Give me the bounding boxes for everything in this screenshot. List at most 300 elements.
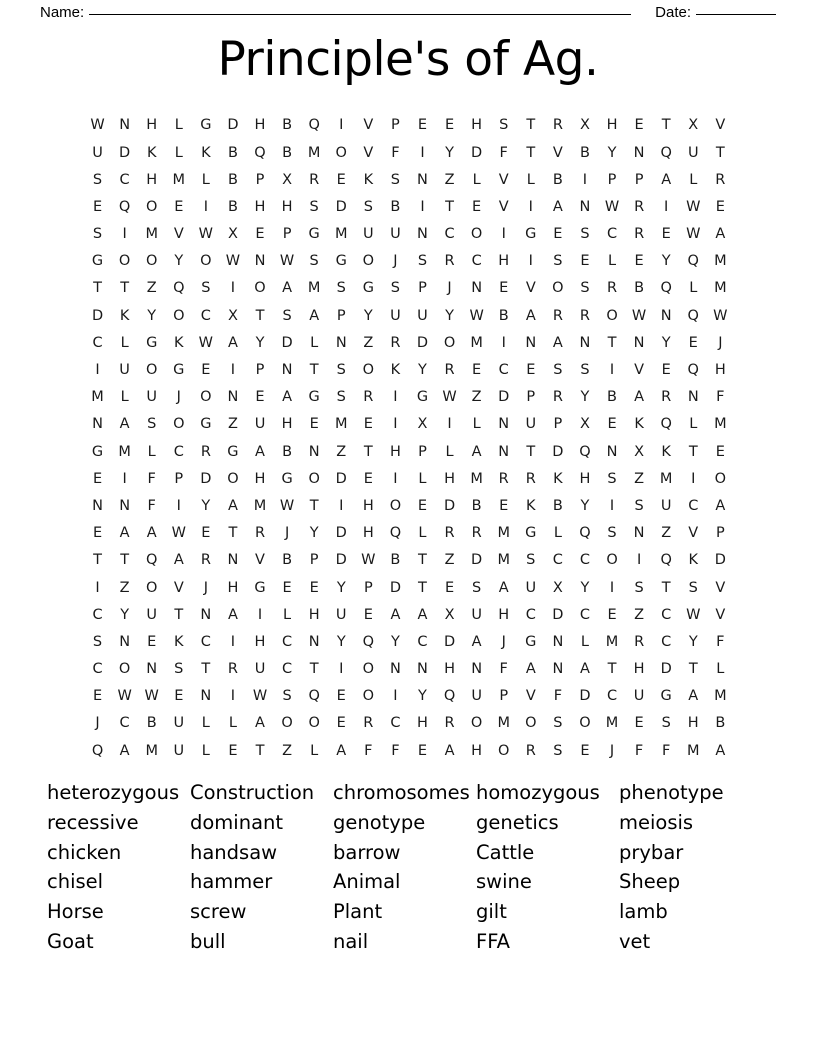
grid-cell[interactable]: U (173, 715, 185, 732)
grid-cell[interactable]: R (200, 552, 211, 569)
grid-cell[interactable]: N (417, 226, 428, 243)
grid-cell[interactable]: P (336, 307, 346, 324)
grid-cell[interactable]: X (227, 226, 238, 243)
grid-cell[interactable]: H (281, 198, 293, 215)
grid-cell[interactable]: P (418, 443, 427, 460)
grid-cell[interactable]: N (119, 117, 131, 134)
grid-cell[interactable]: Y (607, 144, 617, 161)
grid-cell[interactable]: S (499, 117, 509, 134)
grid-cell[interactable]: H (254, 117, 266, 134)
grid-cell[interactable]: D (227, 117, 239, 134)
grid-cell[interactable]: C (606, 688, 618, 705)
grid-cell[interactable]: A (715, 226, 726, 243)
grid-cell[interactable]: M (470, 334, 483, 351)
grid-cell[interactable]: A (661, 171, 672, 188)
grid-cell[interactable]: G (200, 416, 212, 433)
grid-cell[interactable]: A (146, 525, 157, 542)
grid-cell[interactable]: K (553, 470, 563, 487)
grid-cell[interactable]: P (634, 171, 644, 188)
grid-cell[interactable]: E (228, 742, 238, 759)
grid-cell[interactable]: E (472, 362, 482, 379)
grid-cell[interactable]: Z (444, 171, 455, 188)
grid-cell[interactable]: O (308, 715, 320, 732)
grid-cell[interactable]: M (91, 389, 104, 406)
grid-cell[interactable]: U (471, 688, 482, 705)
grid-cell[interactable]: O (308, 470, 320, 487)
grid-cell[interactable]: E (688, 334, 698, 351)
grid-cell[interactable]: T (174, 606, 184, 623)
grid-cell[interactable]: W (686, 198, 701, 215)
word-list-item[interactable]: Goat (47, 929, 94, 953)
grid-cell[interactable]: H (362, 497, 374, 514)
grid-cell[interactable]: E (715, 198, 725, 215)
grid-cell[interactable]: L (689, 280, 698, 297)
word-list-item[interactable]: Construction (190, 781, 315, 804)
grid-cell[interactable]: N (146, 661, 158, 678)
grid-cell[interactable]: R (552, 307, 563, 324)
grid-cell[interactable]: K (390, 362, 401, 379)
grid-cell[interactable]: Y (336, 633, 346, 650)
word-list-item[interactable]: hammer (190, 870, 273, 894)
grid-cell[interactable]: W (198, 334, 214, 351)
grid-cell[interactable]: B (390, 552, 401, 569)
grid-cell[interactable]: N (687, 389, 699, 406)
word-list-item[interactable]: homozygous (476, 781, 600, 804)
grid-cell[interactable]: K (201, 144, 211, 161)
grid-cell[interactable]: N (92, 416, 103, 433)
grid-cell[interactable]: N (633, 144, 645, 161)
grid-cell[interactable]: A (119, 416, 130, 433)
grid-cell[interactable]: I (339, 661, 344, 678)
grid-cell[interactable]: H (254, 198, 266, 215)
grid-cell[interactable]: E (499, 497, 509, 514)
grid-cell[interactable]: R (634, 198, 645, 215)
grid-cell[interactable]: R (552, 117, 563, 134)
grid-cell[interactable]: U (390, 307, 401, 324)
grid-cell[interactable]: K (363, 171, 374, 188)
grid-cell[interactable]: N (281, 362, 293, 379)
grid-cell[interactable]: A (309, 307, 320, 324)
grid-cell[interactable]: N (200, 688, 212, 705)
grid-cell[interactable]: W (225, 253, 241, 270)
grid-cell[interactable]: A (255, 443, 265, 460)
grid-cell[interactable]: S (147, 416, 157, 433)
grid-cell[interactable]: B (498, 307, 509, 324)
grid-cell[interactable]: O (498, 742, 510, 759)
grid-cell[interactable]: C (579, 606, 590, 623)
grid-cell[interactable]: Y (120, 606, 130, 623)
grid-cell[interactable]: Z (363, 334, 374, 351)
grid-cell[interactable]: M (687, 742, 700, 759)
grid-cell[interactable]: U (146, 606, 157, 623)
grid-cell[interactable]: Y (309, 525, 319, 542)
grid-cell[interactable]: E (634, 253, 644, 270)
grid-cell[interactable]: H (308, 606, 320, 623)
grid-cell[interactable]: H (471, 117, 483, 134)
grid-cell[interactable]: C (444, 226, 455, 243)
grid-cell[interactable]: N (308, 633, 320, 650)
grid-cell[interactable]: O (145, 198, 158, 215)
grid-cell[interactable]: D (579, 688, 591, 705)
grid-cell[interactable]: Y (688, 633, 698, 650)
grid-cell[interactable]: W (279, 253, 295, 270)
grid-cell[interactable]: A (282, 280, 293, 297)
grid-cell[interactable]: P (715, 525, 725, 542)
grid-cell[interactable]: P (607, 171, 617, 188)
grid-cell[interactable]: Q (145, 552, 158, 569)
grid-cell[interactable]: T (255, 742, 265, 759)
grid-cell[interactable]: W (713, 307, 728, 324)
grid-cell[interactable]: S (580, 280, 590, 297)
grid-cell[interactable]: N (579, 334, 591, 351)
grid-cell[interactable]: O (145, 579, 158, 596)
grid-cell[interactable]: P (526, 389, 536, 406)
grid-cell[interactable]: E (715, 443, 725, 460)
grid-cell[interactable]: D (91, 307, 104, 324)
grid-cell[interactable]: Z (444, 552, 455, 569)
grid-cell[interactable]: L (228, 715, 237, 732)
grid-cell[interactable]: O (281, 715, 293, 732)
grid-cell[interactable]: S (390, 171, 400, 188)
grid-cell[interactable]: I (393, 688, 398, 705)
grid-cell[interactable]: O (200, 389, 212, 406)
grid-cell[interactable]: W (198, 226, 214, 243)
grid-cell[interactable]: I (393, 416, 398, 433)
grid-cell[interactable]: D (200, 470, 212, 487)
grid-cell[interactable]: O (362, 362, 375, 379)
grid-cell[interactable]: L (310, 742, 319, 759)
grid-cell[interactable]: Y (418, 688, 427, 705)
grid-cell[interactable]: O (145, 253, 158, 270)
grid-cell[interactable]: K (526, 497, 536, 514)
grid-cell[interactable]: F (147, 497, 156, 514)
grid-cell[interactable]: A (282, 389, 293, 406)
grid-cell[interactable]: V (715, 117, 726, 134)
grid-cell[interactable]: O (606, 552, 618, 569)
grid-cell[interactable]: F (553, 688, 563, 705)
grid-cell[interactable]: I (501, 334, 506, 351)
grid-cell[interactable]: C (282, 661, 293, 678)
grid-cell[interactable]: P (255, 171, 265, 188)
grid-cell[interactable]: E (309, 416, 319, 433)
grid-cell[interactable]: A (390, 606, 401, 623)
grid-cell[interactable]: C (282, 633, 293, 650)
grid-cell[interactable]: N (471, 280, 483, 297)
grid-cell[interactable]: G (308, 389, 320, 406)
grid-cell[interactable]: T (526, 144, 536, 161)
grid-cell[interactable]: H (633, 661, 645, 678)
grid-cell[interactable]: N (498, 416, 510, 433)
grid-cell[interactable]: G (660, 688, 672, 705)
grid-cell[interactable]: H (254, 633, 266, 650)
grid-cell[interactable]: C (173, 443, 184, 460)
grid-cell[interactable]: X (552, 579, 563, 596)
grid-cell[interactable]: C (606, 226, 618, 243)
grid-cell[interactable]: L (472, 416, 481, 433)
grid-cell[interactable]: B (471, 497, 482, 514)
grid-cell[interactable]: L (689, 171, 698, 188)
grid-cell[interactable]: A (471, 443, 482, 460)
grid-cell[interactable]: E (661, 362, 671, 379)
grid-cell[interactable]: Z (634, 606, 645, 623)
grid-cell[interactable]: I (609, 497, 615, 514)
grid-cell[interactable]: D (552, 443, 564, 460)
grid-cell[interactable]: U (687, 144, 699, 161)
grid-cell[interactable]: H (444, 470, 455, 487)
grid-cell[interactable]: T (309, 661, 319, 678)
grid-cell[interactable]: E (607, 606, 617, 623)
grid-cell[interactable]: Z (336, 443, 347, 460)
grid-cell[interactable]: D (335, 470, 347, 487)
grid-cell[interactable]: D (471, 552, 483, 569)
grid-cell[interactable]: P (282, 226, 292, 243)
grid-cell[interactable]: N (308, 443, 320, 460)
grid-cell[interactable]: S (363, 198, 373, 215)
grid-cell[interactable]: S (336, 280, 346, 297)
grid-cell[interactable]: O (335, 144, 347, 161)
grid-cell[interactable]: T (418, 552, 427, 569)
grid-cell[interactable]: C (92, 334, 103, 351)
word-list-item[interactable]: Cattle (476, 840, 535, 864)
grid-cell[interactable]: U (660, 497, 672, 514)
grid-cell[interactable]: V (525, 280, 536, 297)
grid-cell[interactable]: Q (91, 742, 104, 759)
grid-cell[interactable]: T (607, 661, 617, 678)
grid-cell[interactable]: H (227, 579, 239, 596)
grid-cell[interactable]: M (714, 280, 727, 297)
word-list-item[interactable]: screw (190, 900, 247, 924)
grid-cell[interactable]: D (660, 661, 672, 678)
grid-cell[interactable]: J (609, 742, 615, 759)
grid-cell[interactable]: C (417, 633, 428, 650)
grid-cell[interactable]: B (607, 389, 617, 406)
grid-cell[interactable]: Q (443, 688, 456, 705)
grid-cell[interactable]: S (282, 307, 292, 324)
grid-cell[interactable]: M (307, 144, 321, 161)
grid-cell[interactable]: P (363, 579, 373, 596)
grid-cell[interactable]: M (605, 715, 619, 732)
grid-cell[interactable]: Y (661, 334, 671, 351)
grid-cell[interactable]: T (255, 307, 265, 324)
grid-cell[interactable]: H (146, 171, 158, 188)
grid-cell[interactable]: N (552, 661, 564, 678)
grid-cell[interactable]: S (634, 579, 644, 596)
grid-cell[interactable]: A (525, 661, 536, 678)
grid-cell[interactable]: S (336, 362, 346, 379)
grid-cell[interactable]: E (255, 226, 265, 243)
grid-cell[interactable]: J (176, 389, 181, 406)
grid-cell[interactable]: N (606, 443, 618, 460)
grid-cell[interactable]: S (580, 362, 590, 379)
grid-cell[interactable]: H (471, 742, 483, 759)
grid-cell[interactable]: D (443, 633, 456, 650)
grid-cell[interactable]: G (91, 443, 104, 460)
grid-cell[interactable]: X (282, 171, 293, 188)
grid-cell[interactable]: W (90, 117, 105, 134)
grid-cell[interactable]: Y (580, 389, 590, 406)
grid-cell[interactable]: F (499, 661, 508, 678)
grid-cell[interactable]: L (120, 389, 129, 406)
grid-cell[interactable]: K (174, 334, 184, 351)
grid-cell[interactable]: W (631, 307, 647, 324)
grid-cell[interactable]: O (173, 416, 185, 433)
grid-cell[interactable]: M (605, 633, 619, 650)
grid-cell[interactable]: C (661, 633, 672, 650)
grid-cell[interactable]: V (715, 579, 726, 596)
grid-cell[interactable]: N (417, 661, 428, 678)
grid-cell[interactable]: C (498, 362, 509, 379)
grid-cell[interactable]: T (688, 661, 698, 678)
grid-cell[interactable]: X (417, 416, 428, 433)
grid-cell[interactable]: R (498, 470, 509, 487)
grid-cell[interactable]: S (688, 579, 698, 596)
grid-cell[interactable]: P (174, 470, 184, 487)
grid-cell[interactable]: U (633, 688, 645, 705)
grid-cell[interactable]: C (525, 606, 536, 623)
grid-cell[interactable]: T (607, 334, 617, 351)
grid-cell[interactable]: L (716, 661, 725, 678)
grid-cell[interactable]: N (633, 334, 645, 351)
grid-cell[interactable]: F (147, 470, 156, 487)
grid-cell[interactable]: Y (336, 579, 346, 596)
grid-cell[interactable]: D (498, 389, 510, 406)
grid-cell[interactable]: A (119, 525, 130, 542)
grid-cell[interactable]: P (418, 280, 427, 297)
grid-cell[interactable]: S (92, 226, 103, 243)
grid-cell[interactable]: O (443, 334, 456, 351)
grid-cell[interactable]: O (525, 715, 537, 732)
grid-cell[interactable]: X (634, 443, 645, 460)
grid-cell[interactable]: L (120, 334, 129, 351)
grid-cell[interactable]: K (688, 552, 699, 569)
grid-cell[interactable]: I (501, 226, 506, 243)
grid-cell[interactable]: B (282, 443, 293, 460)
grid-cell[interactable]: W (686, 606, 701, 623)
grid-cell[interactable]: Q (660, 416, 672, 433)
grid-cell[interactable]: U (471, 606, 482, 623)
grid-cell[interactable]: Y (445, 144, 454, 161)
grid-cell[interactable]: E (417, 742, 428, 759)
grid-cell[interactable]: F (391, 742, 400, 759)
grid-cell[interactable]: R (309, 171, 320, 188)
grid-cell[interactable]: Q (173, 280, 185, 297)
grid-cell[interactable]: T (228, 525, 238, 542)
grid-cell[interactable]: U (92, 144, 103, 161)
grid-cell[interactable]: X (688, 117, 699, 134)
word-list-item[interactable]: meiosis (619, 810, 694, 834)
grid-cell[interactable]: E (336, 171, 346, 188)
grid-cell[interactable]: O (389, 497, 402, 514)
grid-cell[interactable]: E (580, 742, 590, 759)
grid-cell[interactable]: W (144, 688, 159, 705)
grid-cell[interactable]: I (95, 579, 100, 596)
grid-cell[interactable]: L (174, 144, 183, 161)
grid-cell[interactable]: T (120, 552, 130, 569)
grid-cell[interactable]: Z (471, 389, 482, 406)
grid-cell[interactable]: A (715, 742, 726, 759)
grid-cell[interactable]: U (390, 226, 401, 243)
grid-cell[interactable]: M (172, 171, 186, 188)
grid-cell[interactable]: N (471, 661, 483, 678)
grid-cell[interactable]: O (362, 253, 375, 270)
grid-cell[interactable]: J (447, 280, 452, 297)
grid-cell[interactable]: E (634, 117, 644, 134)
grid-cell[interactable]: R (227, 661, 238, 678)
grid-cell[interactable]: N (417, 171, 428, 188)
grid-cell[interactable]: I (339, 497, 344, 514)
grid-cell[interactable]: I (393, 470, 398, 487)
grid-cell[interactable]: V (688, 525, 699, 542)
grid-cell[interactable]: T (120, 280, 130, 297)
grid-cell[interactable]: C (688, 497, 699, 514)
grid-cell[interactable]: B (552, 497, 563, 514)
grid-cell[interactable]: T (688, 443, 698, 460)
grid-cell[interactable]: E (92, 525, 103, 542)
grid-cell[interactable]: C (200, 307, 211, 324)
grid-cell[interactable]: I (691, 470, 696, 487)
word-list-item[interactable]: gilt (476, 900, 507, 924)
grid-cell[interactable]: T (661, 579, 671, 596)
grid-cell[interactable]: E (553, 226, 563, 243)
grid-cell[interactable]: G (146, 334, 158, 351)
grid-cell[interactable]: V (363, 117, 374, 134)
grid-cell[interactable]: A (715, 497, 726, 514)
grid-cell[interactable]: A (119, 742, 130, 759)
grid-cell[interactable]: M (497, 715, 510, 732)
grid-cell[interactable]: W (604, 198, 620, 215)
grid-cell[interactable]: M (334, 226, 348, 243)
grid-cell[interactable]: A (227, 497, 238, 514)
grid-cell[interactable]: Z (227, 416, 238, 433)
grid-cell[interactable]: P (391, 117, 400, 134)
grid-cell[interactable]: I (664, 198, 669, 215)
grid-cell[interactable]: H (389, 443, 401, 460)
grid-cell[interactable]: U (254, 661, 266, 678)
grid-cell[interactable]: W (361, 552, 376, 569)
grid-cell[interactable]: N (227, 552, 239, 569)
grid-cell[interactable]: A (227, 606, 238, 623)
grid-cell[interactable]: Z (146, 280, 157, 297)
grid-cell[interactable]: E (92, 470, 103, 487)
grid-cell[interactable]: U (417, 307, 428, 324)
word-list-item[interactable]: prybar (619, 840, 684, 864)
grid-cell[interactable]: Y (255, 334, 265, 351)
grid-cell[interactable]: Q (254, 144, 266, 161)
grid-cell[interactable]: O (470, 226, 483, 243)
grid-cell[interactable]: Q (579, 443, 591, 460)
grid-cell[interactable]: O (552, 280, 564, 297)
grid-cell[interactable]: S (336, 389, 346, 406)
grid-cell[interactable]: S (417, 253, 428, 270)
grid-cell[interactable]: T (309, 497, 319, 514)
grid-cell[interactable]: O (118, 253, 131, 270)
grid-cell[interactable]: N (254, 253, 266, 270)
grid-cell[interactable]: O (714, 470, 727, 487)
grid-cell[interactable]: U (363, 226, 374, 243)
grid-cell[interactable]: S (634, 497, 644, 514)
grid-cell[interactable]: S (553, 253, 563, 270)
grid-cell[interactable]: K (119, 307, 130, 324)
grid-cell[interactable]: H (498, 606, 510, 623)
word-list-item[interactable]: Plant (333, 900, 383, 924)
grid-cell[interactable]: V (525, 688, 536, 705)
grid-cell[interactable]: U (146, 389, 157, 406)
grid-cell[interactable]: M (334, 416, 348, 433)
grid-cell[interactable]: R (579, 307, 590, 324)
grid-cell[interactable]: V (498, 198, 509, 215)
word-list-item[interactable]: vet (619, 929, 651, 953)
grid-cell[interactable]: E (363, 606, 373, 623)
